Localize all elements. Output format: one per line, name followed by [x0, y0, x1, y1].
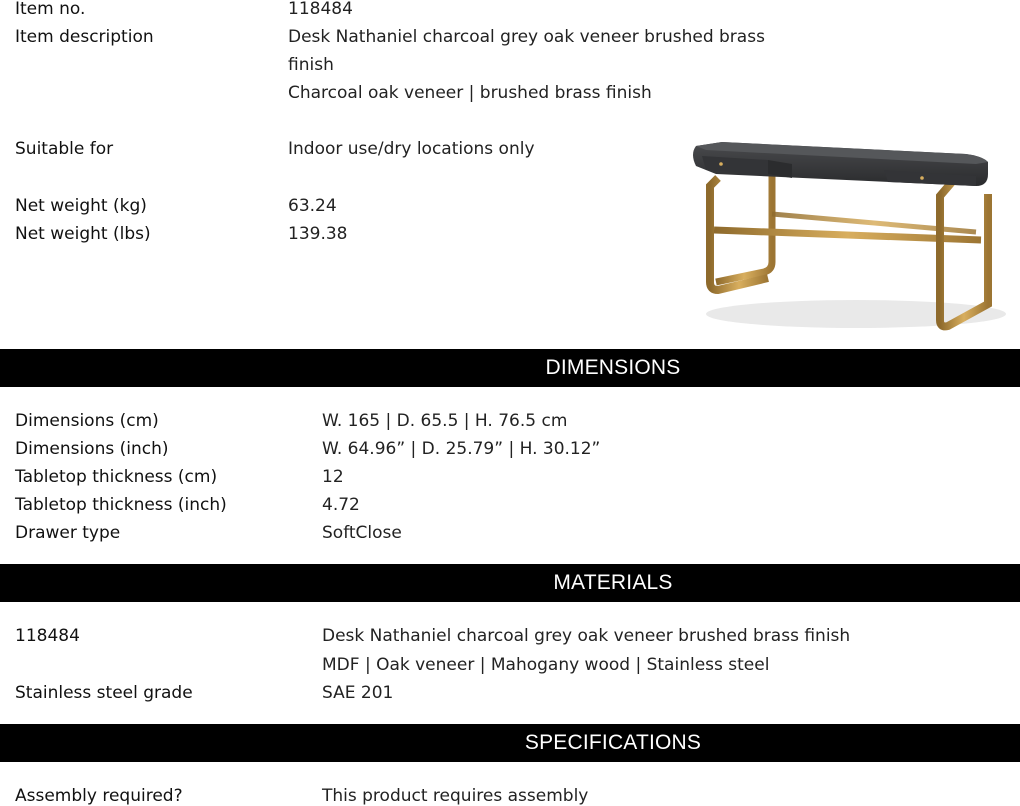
stainless-steel-grade-value: SAE 201	[322, 683, 394, 703]
specifications-header-band	[0, 724, 1020, 762]
dimensions-inch-label: Dimensions (inch)	[15, 439, 169, 459]
item-description-line-1: Desk Nathaniel charcoal grey oak veneer brushed brass	[288, 27, 765, 47]
dimensions-inch-value: W. 64.96” | D. 25.79” | H. 30.12”	[322, 439, 601, 459]
item-description-line-3: Charcoal oak veneer | brushed brass finish	[288, 83, 652, 103]
materials-code-label: 118484	[15, 626, 80, 646]
dimensions-header-band	[0, 349, 1020, 387]
dimensions-cm-value: W. 165 | D. 65.5 | H. 76.5 cm	[322, 411, 568, 431]
assembly-required-value: This product requires assembly	[322, 786, 589, 806]
desk-product-image	[676, 134, 1020, 334]
item-description-line-2: finish	[288, 55, 334, 75]
dimensions-title: DIMENSIONS	[545, 356, 681, 379]
suitable-for-label: Suitable for	[15, 139, 114, 159]
drawer-type-value: SoftClose	[322, 523, 402, 543]
drawer-type-label: Drawer type	[15, 523, 121, 543]
specifications-title: SPECIFICATIONS	[524, 731, 702, 754]
item-description-label: Item description	[15, 27, 154, 47]
item-no-value: 118484	[288, 0, 353, 19]
item-no-label: Item no.	[15, 0, 86, 19]
materials-header-band	[0, 564, 1020, 602]
tabletop-thickness-inch-value: 4.72	[322, 495, 360, 515]
materials-code-line-1: Desk Nathaniel charcoal grey oak veneer brushed brass finish	[322, 626, 851, 646]
dimensions-cm-label: Dimensions (cm)	[15, 411, 159, 431]
suitable-for-value: Indoor use/dry locations only	[288, 139, 535, 159]
tabletop-thickness-cm-value: 12	[322, 467, 344, 487]
net-weight-lbs-label: Net weight (lbs)	[15, 224, 151, 244]
tabletop-thickness-inch-label: Tabletop thickness (inch)	[15, 495, 227, 515]
materials-code-line-2: MDF | Oak veneer | Mahogany wood | Stainless steel	[322, 655, 770, 675]
tabletop-thickness-cm-label: Tabletop thickness (cm)	[15, 467, 218, 487]
assembly-required-label: Assembly required?	[15, 786, 183, 806]
net-weight-kg-value: 63.24	[288, 196, 337, 216]
stainless-steel-grade-label: Stainless steel grade	[15, 683, 193, 703]
materials-title: MATERIALS	[553, 571, 673, 594]
net-weight-kg-label: Net weight (kg)	[15, 196, 147, 216]
net-weight-lbs-value: 139.38	[288, 224, 348, 244]
